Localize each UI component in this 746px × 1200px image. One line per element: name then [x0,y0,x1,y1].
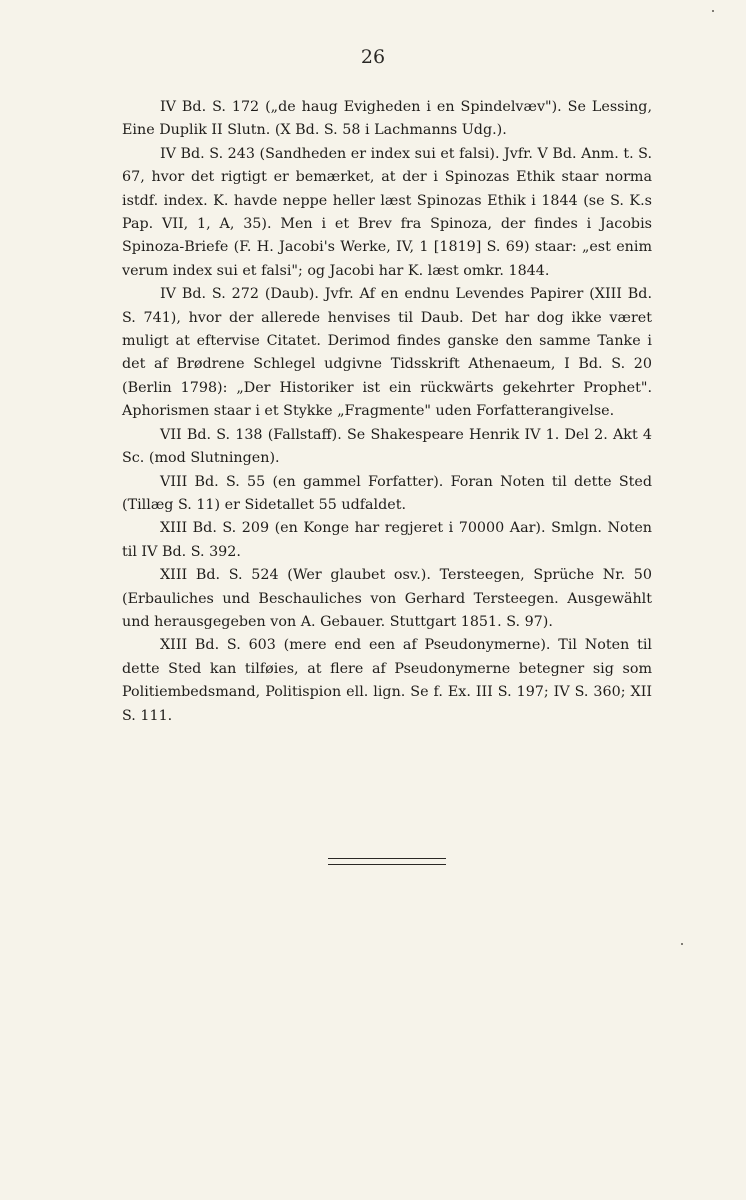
note-entry: IV Bd. S. 172 („de haug Evigheden i en Spindelvæv"). Se Lessing, Eine Duplik II Slutn. (X Bd. S. 58 i Lachmanns Udg.). [122,99,652,139]
end-rule-top [328,858,446,859]
paper-speck [712,10,714,12]
note-entry: XIII Bd. S. 603 (mere end een af Pseudonymerne). Til Noten til dette Sted kan tilføies, at flere af Pseudonymerne betegner sig som Politiembedsmand, Politispion ell. lign. Se f. Ex. III S. 197; IV S. 360; XII S. 111. [122,637,652,724]
paper-speck [681,943,683,945]
note-entry: VII Bd. S. 138 (Fallstaff). Se Shakespeare Henrik IV 1. Del 2. Akt 4 Sc. (mod Slutningen). [122,426,652,467]
note-entry: XIII Bd. S. 209 (en Konge har regjeret i 70000 Aar). Smlgn. Noten til IV Bd. S. 392. [122,520,652,560]
note-entry: VIII Bd. S. 55 (en gammel Forfatter). Foran Noten til dette Sted (Tillæg S. 11) er Sidetallet 55 udfaldet. [122,473,652,513]
end-rule-bottom [328,864,446,865]
note-entry: IV Bd. S. 272 (Daub). Jvfr. Af en endnu Levendes Papirer (XIII Bd. S. 741), hvor der allerede henvises til Daub. Det har dog ikke været muligt at eftervise Citatet. Derimod findes ganske den samme Tanke i det af Brødrene Schlegel udgivne Tidsskrift Athenaeum, I Bd. S. 20 (Berlin 1798): „Der Historiker ist ein rückwärts gekehrter Prophet". Aphorismen staar i et Stykke „Fragmente" uden Forfatterangivelse. [122,286,652,420]
page-number: 26 [360,46,386,68]
note-entry: IV Bd. S. 243 (Sandheden er index sui et falsi). Jvfr. V Bd. Anm. t. S. 67, hvor det rigtigt er bemærket, at der i Spinozas Ethik staar norma istdf. index. K. havde neppe heller læst Spinozas Ethik i 1844 (se S. K.s Pap. VII, 1, A, 35). Men i et Brev fra Spinoza, der findes i Jacobis Spinoza-Briefe (F. H. Jacobi's Werke, IV, 1 [1819] S. 69) staar: „est enim verum index sui et falsi"; og Jacobi har K. læst omkr. 1844. [122,145,652,279]
note-entry: XIII Bd. S. 524 (Wer glaubet osv.). Tersteegen, Sprüche Nr. 50 (Erbauliches und Beschauliches von Gerhard Tersteegen. Ausgewählt und herausgegeben von A. Gebauer. Stuttgart 1851. S. 97). [122,567,652,630]
notes-text [122,96,652,728]
